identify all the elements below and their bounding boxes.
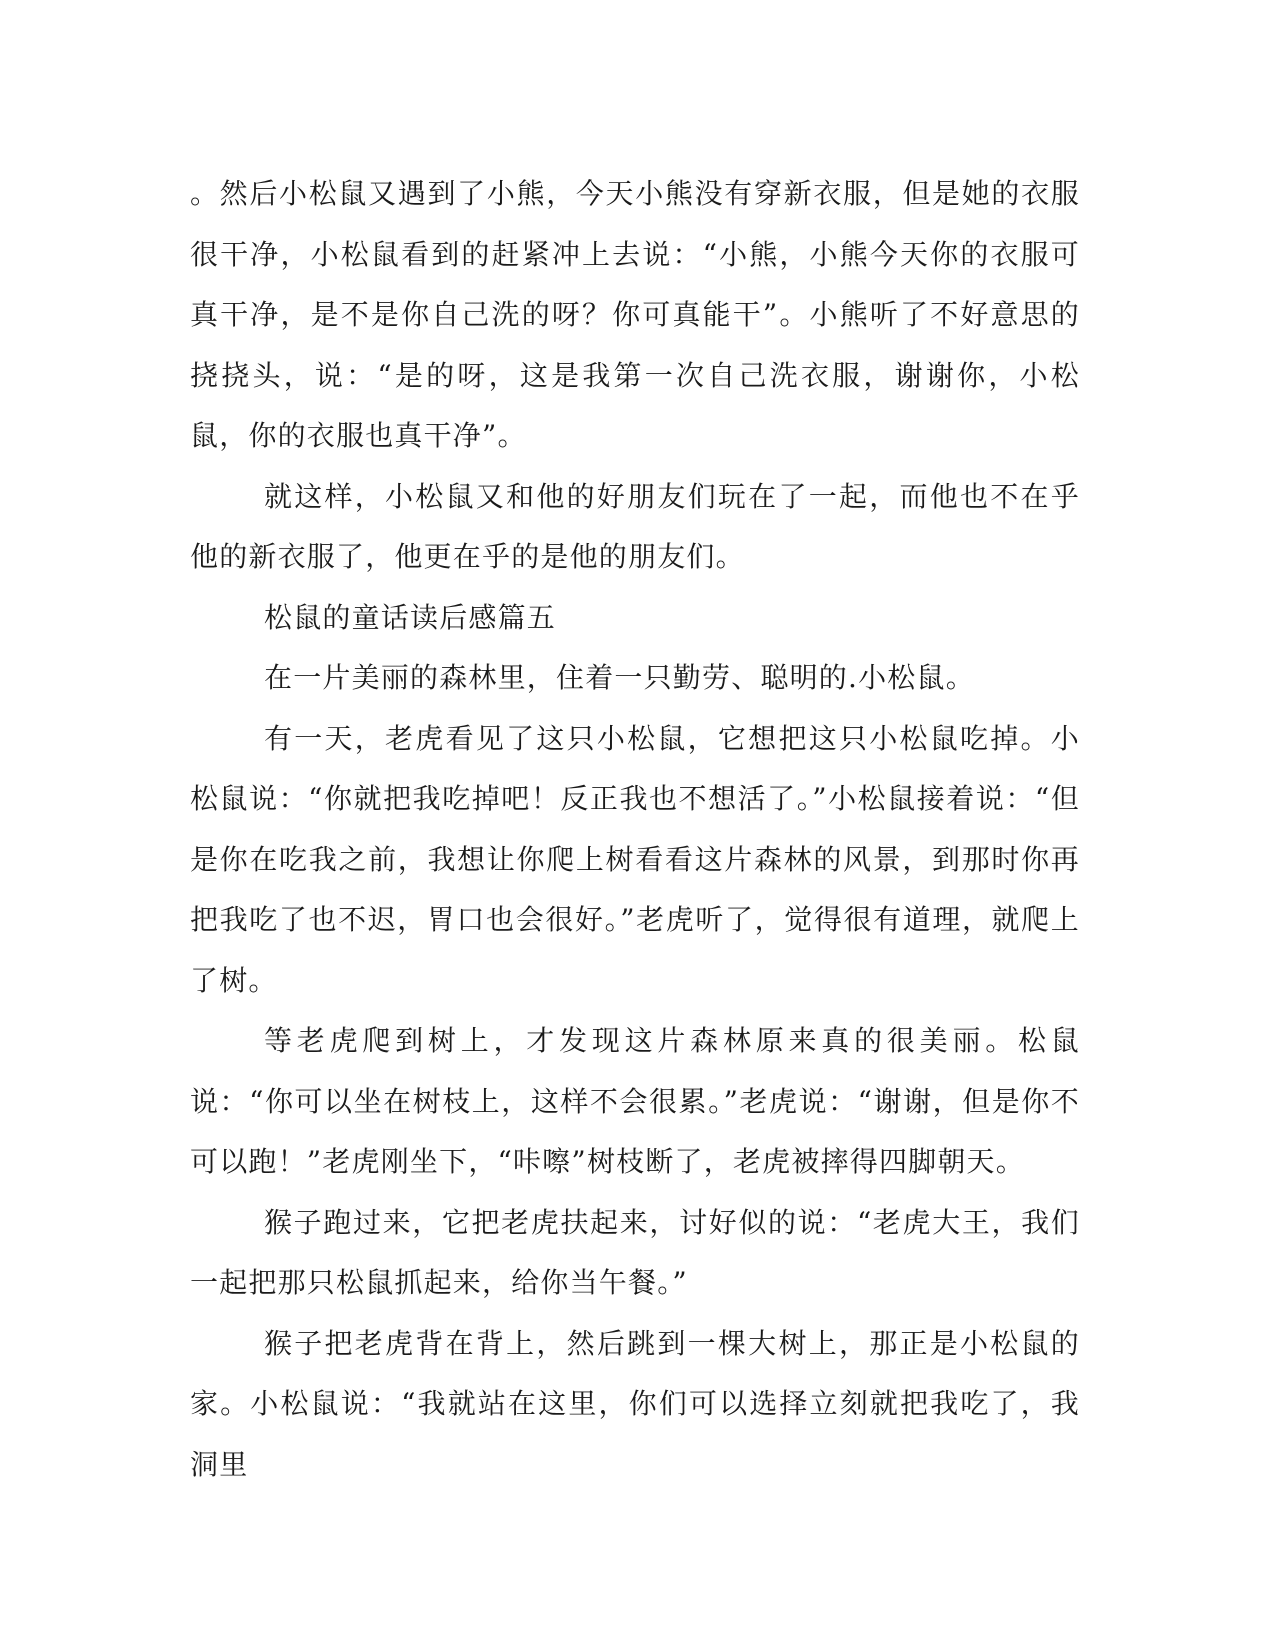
section-heading: 松鼠的童话读后感篇五 <box>264 600 557 634</box>
paragraph-forest-squirrel: 在一片美丽的森林里，住着一只勤劳、聪明的.小松鼠。 <box>264 661 975 694</box>
paragraph-friends-together: 就这样，小松鼠又和他的好朋友们玩在了一起，而他也不在乎他的新衣服了，他更在乎的是他的朋友们。 <box>190 479 1080 573</box>
paragraph-tiger-sees-squirrel: 有一天，老虎看见了这只小松鼠，它想把这只小松鼠吃掉。小松鼠说：“你就把我吃掉吧！反正我也不想活了。”小松鼠接着说：“但是你在吃我之前，我想让你爬上树看看这片森林的风景，到那时你再把我吃了也不迟，胃口也会很好。”老虎听了，觉得很有道理，就爬上了树。 <box>190 721 1080 997</box>
paragraph-monkey-helps: 猴子跑过来，它把老虎扶起来，讨好似的说：“老虎大王，我们一起把那只松鼠抓起来，给你当午餐。” <box>190 1205 1080 1299</box>
paragraph-squirrel-home: 猴子把老虎背在背上，然后跳到一棵大树上，那正是小松鼠的家。小松鼠说：“我就站在这里，你们可以选择立刻就把我吃了，我洞里 <box>190 1326 1080 1481</box>
paragraph-bear-clean-clothes: 。然后小松鼠又遇到了小熊，今天小熊没有穿新衣服，但是她的衣服很干净，小松鼠看到的赶紧冲上去说：“小熊，小熊今天你的衣服可真干净，是不是你自己洗的呀？你可真能干”。小熊听了不好意思的挠挠头，说：“是的呀，这是我第一次自己洗衣服，谢谢你，小松鼠，你的衣服也真干净”。 <box>190 177 1080 452</box>
document-body <box>190 164 1080 1495</box>
paragraph-tiger-on-tree: 等老虎爬到树上，才发现这片森林原来真的很美丽。松鼠说：“你可以坐在树枝上，这样不会很累。”老虎说：“谢谢，但是你不可以跑！”老虎刚坐下，“咔嚓”树枝断了，老虎被摔得四脚朝天。 <box>190 1024 1080 1178</box>
